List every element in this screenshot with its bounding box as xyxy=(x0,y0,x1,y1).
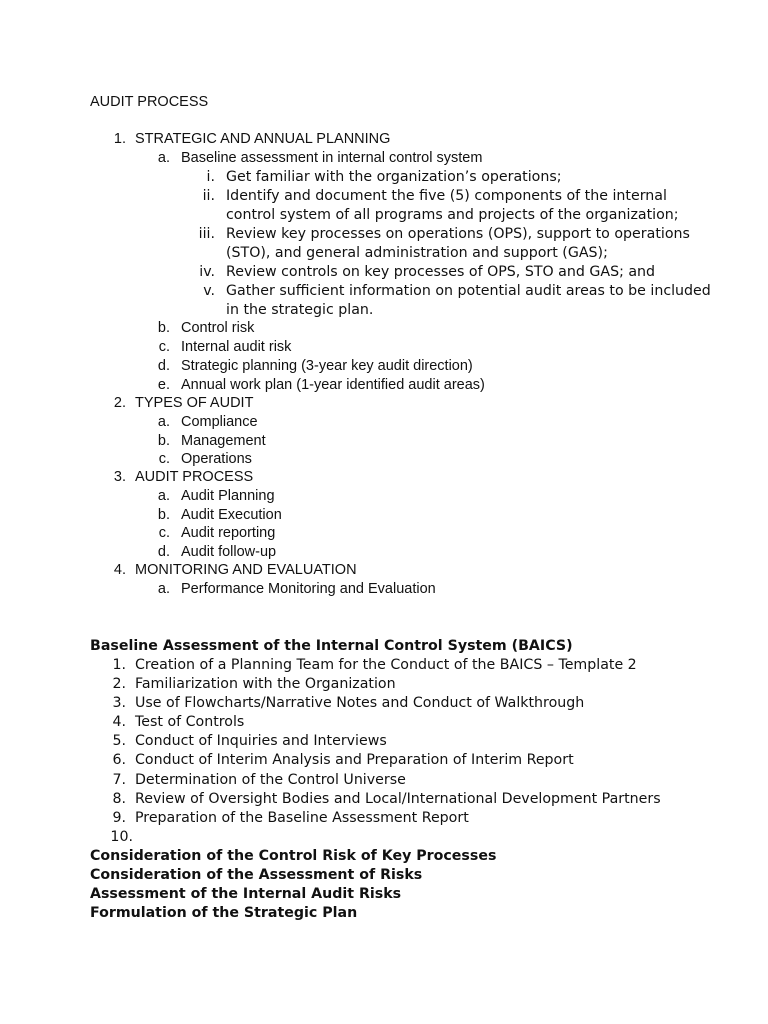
list-number: 3. xyxy=(112,695,126,711)
list-item: Performance Monitoring and Evaluation xyxy=(181,581,436,597)
list-item: Annual work plan (1-year identified audit areas) xyxy=(181,377,485,393)
list-marker: d. xyxy=(157,544,170,560)
list-number: 9. xyxy=(112,810,126,826)
bold-heading: Consideration of the Control Risk of Key Processes xyxy=(90,848,497,864)
page-title: AUDIT PROCESS xyxy=(90,94,209,110)
list-item-continuation: control system of all programs and projects of the organization; xyxy=(226,207,679,223)
list-item: Review controls on key processes of OPS, STO and GAS; and xyxy=(226,264,656,280)
list-item-continuation: (STO), and general administration and support (GAS); xyxy=(226,245,608,261)
list-marker: c. xyxy=(158,525,170,541)
list-number: 10. xyxy=(110,829,133,845)
list-marker: d. xyxy=(157,358,170,374)
list-item: Strategic planning (3-year key audit direction) xyxy=(181,358,473,374)
list-number: 8. xyxy=(112,791,126,807)
bold-heading: Consideration of the Assessment of Risks xyxy=(90,867,423,883)
list-marker: ii. xyxy=(202,188,215,204)
list-number: 7. xyxy=(112,772,126,788)
list-item: Audit reporting xyxy=(181,525,276,541)
list-marker: i. xyxy=(206,169,215,185)
list-item: Compliance xyxy=(181,414,258,430)
list-item: Review of Oversight Bodies and Local/International Development Partners xyxy=(135,791,661,807)
list-marker: iv. xyxy=(199,264,215,280)
list-number: 3. xyxy=(113,469,126,485)
list-marker: v. xyxy=(203,283,215,299)
list-item: Determination of the Control Universe xyxy=(135,772,406,788)
list-number: 4. xyxy=(112,714,126,730)
list-item: Audit follow-up xyxy=(181,544,277,560)
list-item: Conduct of Interim Analysis and Preparation of Interim Report xyxy=(135,752,574,768)
list-number: 4. xyxy=(113,562,126,578)
list-item: Conduct of Inquiries and Interviews xyxy=(135,733,387,749)
list-marker: a. xyxy=(157,414,170,430)
list-item: Preparation of the Baseline Assessment Report xyxy=(135,810,469,826)
list-item: Gather sufficient information on potential audit areas to be included xyxy=(226,283,711,299)
list-item: Review key processes on operations (OPS), support to operations xyxy=(226,226,690,242)
baics-heading: Baseline Assessment of the Internal Control System (BAICS) xyxy=(90,638,573,654)
list-marker: iii. xyxy=(198,226,215,242)
list-marker: b. xyxy=(157,320,170,336)
list-item: Get familiar with the organization’s operations; xyxy=(226,169,562,185)
list-marker: a. xyxy=(157,488,170,504)
list-item: Operations xyxy=(181,451,252,467)
list-item: Identify and document the five (5) components of the internal xyxy=(226,188,667,204)
list-number: 5. xyxy=(112,733,126,749)
list-marker: b. xyxy=(157,433,170,449)
list-number: 2. xyxy=(113,395,126,411)
list-item: Management xyxy=(181,433,266,449)
list-marker: c. xyxy=(158,339,170,355)
section-heading: AUDIT PROCESS xyxy=(135,469,254,485)
list-item: Audit Execution xyxy=(181,507,282,523)
list-item: Baseline assessment in internal control system xyxy=(181,150,483,166)
list-marker: a. xyxy=(157,581,170,597)
list-item: Creation of a Planning Team for the Conduct of the BAICS – Template 2 xyxy=(135,657,637,673)
list-item-continuation: in the strategic plan. xyxy=(226,302,374,318)
bold-heading: Formulation of the Strategic Plan xyxy=(90,905,358,921)
list-item: Internal audit risk xyxy=(181,339,292,355)
section-heading: MONITORING AND EVALUATION xyxy=(135,562,357,578)
section-heading: STRATEGIC AND ANNUAL PLANNING xyxy=(135,131,391,147)
list-number: 1. xyxy=(113,131,126,147)
list-item: Test of Controls xyxy=(135,714,245,730)
list-marker: e. xyxy=(157,377,170,393)
list-number: 6. xyxy=(112,752,126,768)
list-item: Familiarization with the Organization xyxy=(135,676,396,692)
list-number: 2. xyxy=(112,676,126,692)
bold-heading: Assessment of the Internal Audit Risks xyxy=(90,886,402,902)
list-number: 1. xyxy=(112,657,126,673)
section-heading: TYPES OF AUDIT xyxy=(135,395,254,411)
list-marker: c. xyxy=(158,451,170,467)
list-item: Use of Flowcharts/Narrative Notes and Conduct of Walkthrough xyxy=(135,695,585,711)
list-item: Audit Planning xyxy=(181,488,275,504)
list-marker: b. xyxy=(157,507,170,523)
list-marker: a. xyxy=(157,150,170,166)
list-item: Control risk xyxy=(181,320,255,336)
